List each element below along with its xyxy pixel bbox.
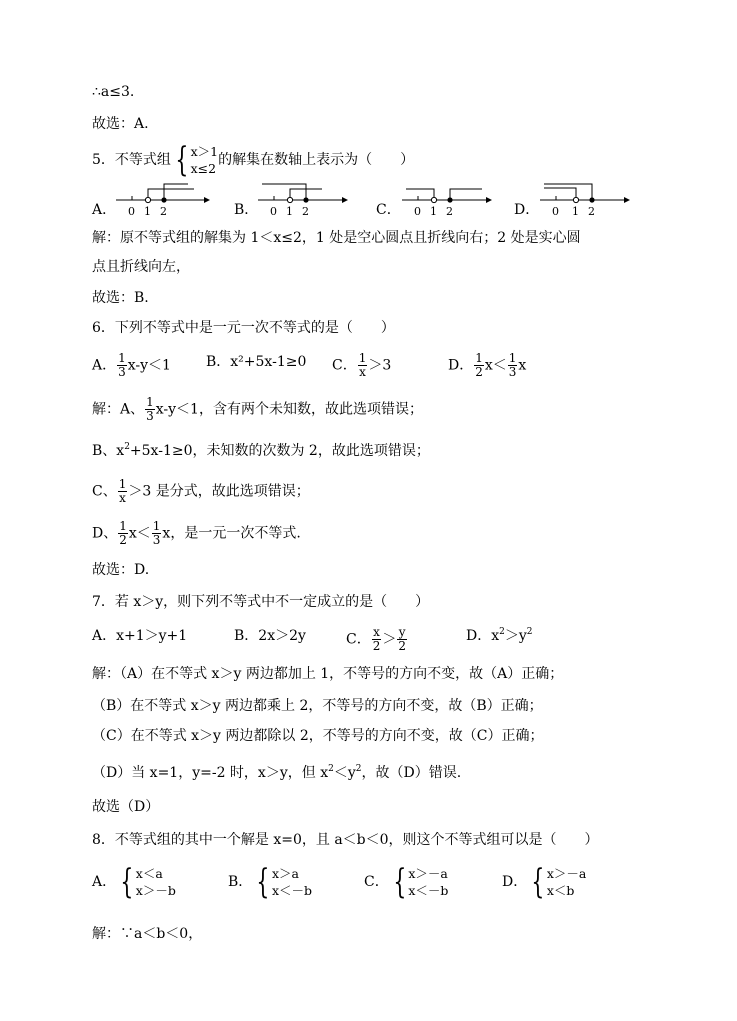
q5-number-line-d	[540, 180, 636, 220]
tick-label-1: 1	[144, 205, 151, 218]
arrow-icon	[342, 197, 348, 203]
q8-option-d-line2: x＜b	[546, 883, 575, 898]
q6-solution-c-text: ＞3 是分式，故此选项错误；	[128, 483, 310, 500]
superscript: 2	[124, 442, 130, 452]
fraction-denominator: 3	[508, 365, 517, 379]
fraction-denominator: 2	[372, 639, 381, 653]
superscript: 2	[499, 627, 505, 637]
tick-label-2: 2	[160, 205, 167, 218]
q8-option-b-label: B．	[228, 874, 253, 890]
q6-solution-d-text: x，是一元一次不等式.	[162, 525, 301, 542]
tick-label-0: 0	[552, 205, 559, 218]
superscript: 2	[328, 764, 334, 774]
q6-solution-b-text: +5x-1≥0，未知数的次数为 2，故此选项错误；	[129, 443, 430, 459]
fraction-denominator: 2	[475, 365, 483, 379]
fraction-numerator: 1	[118, 351, 126, 365]
fraction	[152, 520, 162, 547]
fraction-denominator: 2	[398, 639, 406, 653]
q5-number-line-b	[258, 180, 354, 220]
fraction	[145, 396, 155, 423]
q8-option-b	[228, 862, 312, 902]
tick-label-0: 0	[128, 205, 135, 218]
q5-option-b-label: B．	[234, 202, 259, 218]
open-circle	[573, 197, 578, 202]
q7-solution-d-c: ，故（D）错误.	[361, 765, 462, 781]
tick-label-0: 0	[270, 205, 277, 218]
q6-solution-a	[92, 396, 423, 423]
q8-option-a-line2: x＞－b	[135, 883, 176, 898]
filled-circle	[589, 197, 594, 202]
q6-option-b	[206, 352, 306, 372]
q7-solution-d-b: ＜y	[333, 765, 356, 781]
q6-solution-d-mid: x＜	[128, 525, 151, 542]
fraction	[397, 626, 407, 653]
tick-label-2: 2	[588, 205, 595, 218]
q5-solution-line2: 点且折线向左，	[92, 259, 190, 275]
brace-icon: {	[393, 862, 407, 902]
fraction-numerator: 1	[119, 519, 127, 533]
q6-option-a-label: A．	[92, 357, 117, 374]
superscript: 2	[355, 764, 362, 774]
q5-number-line-c	[402, 180, 498, 220]
filled-circle	[447, 197, 452, 202]
q6-solution-a-text: x-y＜1，含有两个未知数，故此选项错误；	[155, 401, 423, 418]
brace-icon: {	[175, 140, 189, 180]
superscript: 2	[526, 627, 533, 637]
q6-answer: 故选：D.	[92, 562, 150, 578]
q6-option-b-text: B．x²+5x-1≥0	[206, 354, 307, 370]
q4-answer: 故选：A.	[92, 116, 149, 132]
brace-icon: {	[120, 862, 134, 902]
q7-solution-b: （B）在不等式 x＞y 两边都乘上 2，不等号的方向不变，故（B）正确；	[92, 698, 543, 714]
q6-stem: 6．下列不等式中是一元一次不等式的是（ ）	[92, 320, 395, 336]
q7-option-d-mid: ＞y	[504, 628, 527, 644]
fraction	[118, 478, 128, 505]
filled-circle	[161, 197, 166, 202]
open-circle	[431, 197, 436, 202]
q7-solution-d-a: （D）当 x=1，y=-2 时，x＞y，但 x	[92, 765, 329, 781]
q7-answer: 故选（D）	[92, 799, 160, 815]
q8-option-a-system	[136, 865, 176, 899]
q4-conclusion: ∴a≤3.	[92, 84, 135, 100]
q7-option-c-label: C．	[346, 631, 371, 648]
tick-label-2: 2	[446, 205, 453, 218]
brace-icon: {	[256, 862, 270, 902]
q8-option-c-line1: x＞－a	[408, 866, 448, 881]
q8-option-c	[364, 862, 448, 902]
fraction-denominator: 2	[119, 533, 127, 547]
q8-option-c-label: C．	[364, 874, 389, 890]
q5-system-line1: x＞1	[190, 144, 219, 159]
tick-label-1: 1	[430, 205, 437, 218]
fraction-numerator: 1	[118, 477, 127, 491]
filled-circle	[303, 197, 308, 202]
q8-option-d	[502, 862, 586, 902]
fraction-denominator: 3	[118, 365, 126, 379]
q5-number-line-a	[116, 180, 212, 220]
q6-option-d-tail: x	[518, 357, 527, 374]
fraction-numerator: 1	[358, 351, 367, 365]
q5-option-c-label: C．	[376, 202, 401, 218]
q6-option-d	[448, 352, 526, 379]
q5-answer: 故选：B.	[92, 290, 149, 306]
q6-option-d-text: x＜	[484, 357, 507, 374]
q7-option-c-gt: ＞	[382, 631, 397, 648]
q5-stem-suffix: 的解集在数轴上表示为（ ）	[218, 152, 415, 168]
fraction	[372, 626, 382, 653]
fraction-numerator: y	[398, 625, 406, 639]
fraction-numerator: x	[373, 625, 380, 639]
q8-option-a-label: A．	[92, 874, 117, 890]
q8-option-a	[92, 862, 176, 902]
tick-label-2: 2	[302, 205, 309, 218]
q8-option-a-line1: x＜a	[135, 866, 163, 881]
fraction	[118, 520, 128, 547]
q6-option-c-label: C．	[332, 357, 357, 374]
q6-solution-d-prefix: D、	[92, 525, 118, 542]
fraction-numerator: 1	[146, 395, 154, 409]
q7-option-b: B．2x＞2y	[234, 628, 306, 644]
q8-option-b-system	[272, 865, 312, 899]
fraction-numerator: 1	[152, 519, 161, 533]
q6-solution-a-prefix: 解：A、	[92, 401, 145, 418]
q6-solution-b-prefix: B、x	[92, 443, 125, 459]
q5-stem-prefix: 5．不等式组	[92, 152, 171, 168]
fraction-denominator: 3	[146, 409, 154, 423]
q5-solution-line1: 解：原不等式组的解集为 1＜x≤2，1 处是空心圆点且折线向右；2 处是实心圆	[92, 230, 581, 246]
q7-stem: 7．若 x＞y，则下列不等式中不一定成立的是（ ）	[92, 594, 430, 610]
tick-label-1: 1	[286, 205, 293, 218]
fraction	[358, 352, 368, 379]
fraction	[474, 352, 484, 379]
q8-stem: 8．不等式组的其中一个解是 x=0，且 a＜b＜0，则这个不等式组可以是（ ）	[92, 832, 599, 848]
arrow-icon	[486, 197, 492, 203]
q7-option-a: A．x+1＞y+1	[92, 628, 188, 644]
q8-option-b-line1: x＞a	[271, 866, 299, 881]
arrow-icon	[624, 197, 630, 203]
q6-solution-b	[92, 441, 430, 461]
q6-option-c-text: ＞3	[368, 357, 392, 374]
tick-label-0: 0	[414, 205, 421, 218]
q8-option-b-line2: x＜－b	[271, 883, 312, 898]
fraction-numerator: 1	[475, 351, 483, 365]
q6-solution-d	[92, 520, 301, 547]
q6-solution-c	[92, 478, 310, 505]
q6-solution-c-prefix: C、	[92, 483, 117, 500]
q8-option-c-line2: x＜－b	[408, 883, 449, 898]
q5-stem	[92, 140, 415, 180]
q8-option-d-label: D．	[502, 874, 528, 890]
q7-solution-a: 解：（A）在不等式 x＞y 两边都加上 1，不等号的方向不变，故（A）正确；	[92, 666, 564, 682]
q7-option-d	[466, 626, 533, 646]
q8-solution-line1: 解：∵a＜b＜0，	[92, 926, 203, 942]
q6-option-d-label: D．	[448, 357, 474, 374]
q8-option-d-line1: x＞－a	[546, 866, 587, 881]
open-circle	[287, 197, 292, 202]
fraction-numerator: 1	[508, 351, 517, 365]
q6-option-a-text: x-y＜1	[127, 357, 171, 374]
q8-option-c-system	[408, 865, 448, 899]
q5-option-a-label: A．	[92, 202, 117, 218]
q5-option-d-label: D．	[514, 202, 540, 218]
brace-icon: {	[531, 862, 545, 902]
fraction-denominator: 3	[152, 533, 161, 547]
q5-system	[191, 143, 219, 177]
tick-label-1: 1	[572, 205, 579, 218]
fraction-denominator: x	[359, 365, 366, 379]
q7-solution-d	[92, 763, 461, 783]
q7-solution-c: （C）在不等式 x＞y 两边都除以 2，不等号的方向不变，故（C）正确；	[92, 728, 544, 744]
arrow-icon	[204, 197, 210, 203]
fraction	[117, 352, 127, 379]
fraction	[508, 352, 518, 379]
q7-option-d-prefix: D．x	[466, 628, 500, 644]
q8-option-d-system	[547, 865, 587, 899]
q6-option-c	[332, 352, 391, 379]
q7-option-c	[346, 626, 408, 653]
open-circle	[145, 197, 150, 202]
q6-option-a	[92, 352, 171, 379]
q5-system-line2: x≤2	[190, 161, 217, 176]
fraction-denominator: x	[119, 491, 126, 505]
